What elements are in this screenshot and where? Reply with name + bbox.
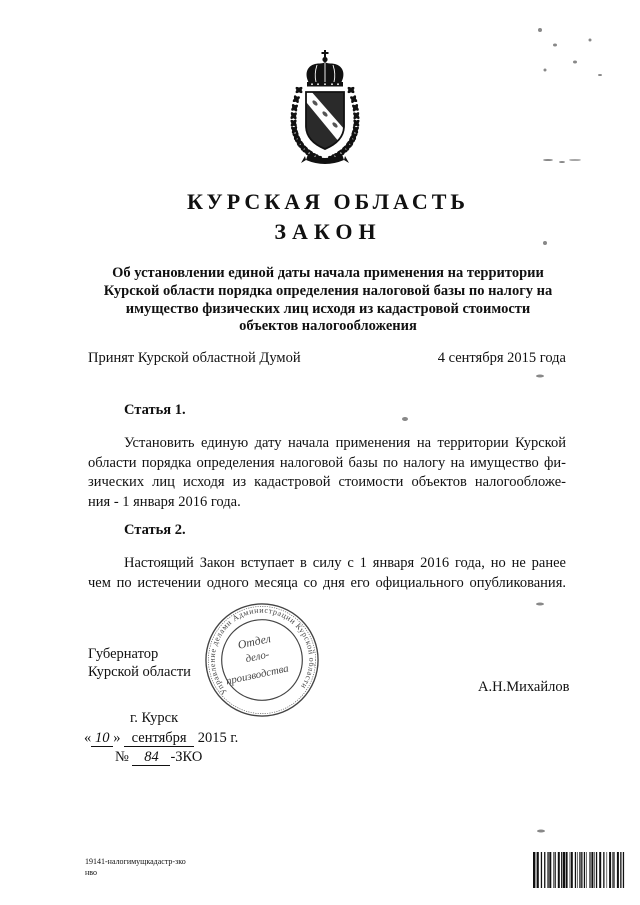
barcode-bar [581,852,582,888]
stamp-center-line: дело- [244,648,271,666]
barcode-bar [594,852,595,888]
barcode-bar [614,852,615,888]
article-1-heading: Статья 1. [124,402,186,418]
wreath-leaf [347,86,356,94]
wreath-leaf [352,103,360,112]
wreath-leaf [289,111,298,120]
scan-speck [598,74,602,76]
scan-speck [553,44,557,47]
barcode-bar [553,852,554,888]
barcode-bar [561,852,562,888]
scan-speck [543,159,553,161]
scan-speck [402,417,408,421]
issue-place: г. Курск [130,710,179,726]
barcode-bar [547,852,548,888]
scan-speck [537,830,545,833]
article-2-heading: Статья 2. [124,522,186,538]
signatory-position: Курской области [88,664,191,680]
article-2-line: Настоящий Закон вступает в силу с 1 января 2016 года, но не ранее [124,555,566,571]
barcode-bar [590,852,591,888]
signatory-name: А.Н.Михайлов [478,679,570,695]
scan-speck [569,159,581,161]
barcode-bar [563,852,565,888]
barcode-bar [570,852,571,888]
signatory-position: Губернатор [88,646,159,662]
barcode-bar [577,852,578,888]
document-type-heading: ЗАКОН [274,219,382,244]
barcode-bar [555,852,556,888]
barcode-bar [620,852,621,888]
file-reference: 19141-налогимущкадастр-зко [85,857,186,866]
issue-date [84,729,238,748]
handwritten-day: 10 [91,730,113,747]
barcode-bar [609,852,611,888]
barcode-bar [596,852,597,888]
stamp-ring-text: Управление делами Администрации Курской области [207,605,317,697]
adopted-by: Принят Курской областной Думой [88,350,301,366]
barcode-bar [584,852,585,888]
wreath-leaf [295,86,304,94]
scan-speck [589,39,592,42]
wreath-leaf [352,111,360,120]
number-sign: № [115,749,129,765]
scan-speck [543,241,547,245]
operator-initials: нво [85,868,98,877]
barcode-bar [586,852,587,888]
handwritten-number: 84 [132,749,170,766]
number-suffix: -ЗКО [170,749,203,765]
article-1-line: ния - 1 января 2016 года. [88,493,241,510]
scan-speck [536,603,544,606]
barcode-bar [623,852,624,888]
barcode-bar [603,852,604,888]
barcode-bar [607,852,608,888]
barcode-bar [537,852,539,888]
article-1-line: Установить единую дату начала применения на территории Курской [124,435,566,451]
wreath-leaf [352,119,360,128]
barcode-bar [541,852,542,888]
barcode-bar [533,852,535,888]
law-title-line: Курской области порядка определения налоговой базы по налогу на [103,283,553,299]
barcode-bar [558,852,560,888]
wreath-leaf [339,149,348,153]
barcode-bar [549,852,551,888]
adopted-date: 4 сентября 2015 года [437,350,566,366]
quote-open: « [84,730,92,746]
stamp-center-line: производства [224,662,290,688]
barcode-bar [536,852,537,888]
barcode-bar [617,852,619,888]
article-2-line: чем по истечении одного месяца со дня его официального опубликования. [88,574,566,591]
law-title-line: объектов налогообложения [239,318,417,334]
law-number [115,748,202,767]
barcode-bar [566,852,568,888]
barcode-bar [612,852,613,888]
issue-year: 2015 г. [197,730,239,746]
barcode-bar [575,852,576,888]
seal-stamp-icon [203,601,321,719]
barcode-icon [533,852,625,888]
scan-speck [544,69,547,72]
barcode-bar [579,852,580,888]
law-title-line: Об установлении единой даты начала применения на территории [112,265,544,281]
scan-speck [538,28,542,32]
barcode-bar [544,852,545,888]
scan-speck [559,161,565,163]
scan-speck [536,375,544,378]
scan-speck [573,61,577,64]
coat-of-arms-icon [272,50,378,172]
barcode-bar [591,852,593,888]
issue-month: сентября [124,730,194,747]
quote-close: » [113,730,121,746]
article-1-line: области порядка определения налоговой базы по налогу на имущество фи- [88,454,566,471]
barcode-bar [589,852,590,888]
barcode-bar [599,852,601,888]
region-heading: КУРСКАЯ ОБЛАСТЬ [187,189,469,214]
stamp-center-line: Отдел [236,631,272,652]
law-title-line: имущество физических лиц исходя из кадастровой стоимости [125,301,531,317]
barcode-bar [571,852,573,888]
article-1-line: зических лиц исходя из кадастровой стоимости объектов налогообложе- [88,474,566,490]
